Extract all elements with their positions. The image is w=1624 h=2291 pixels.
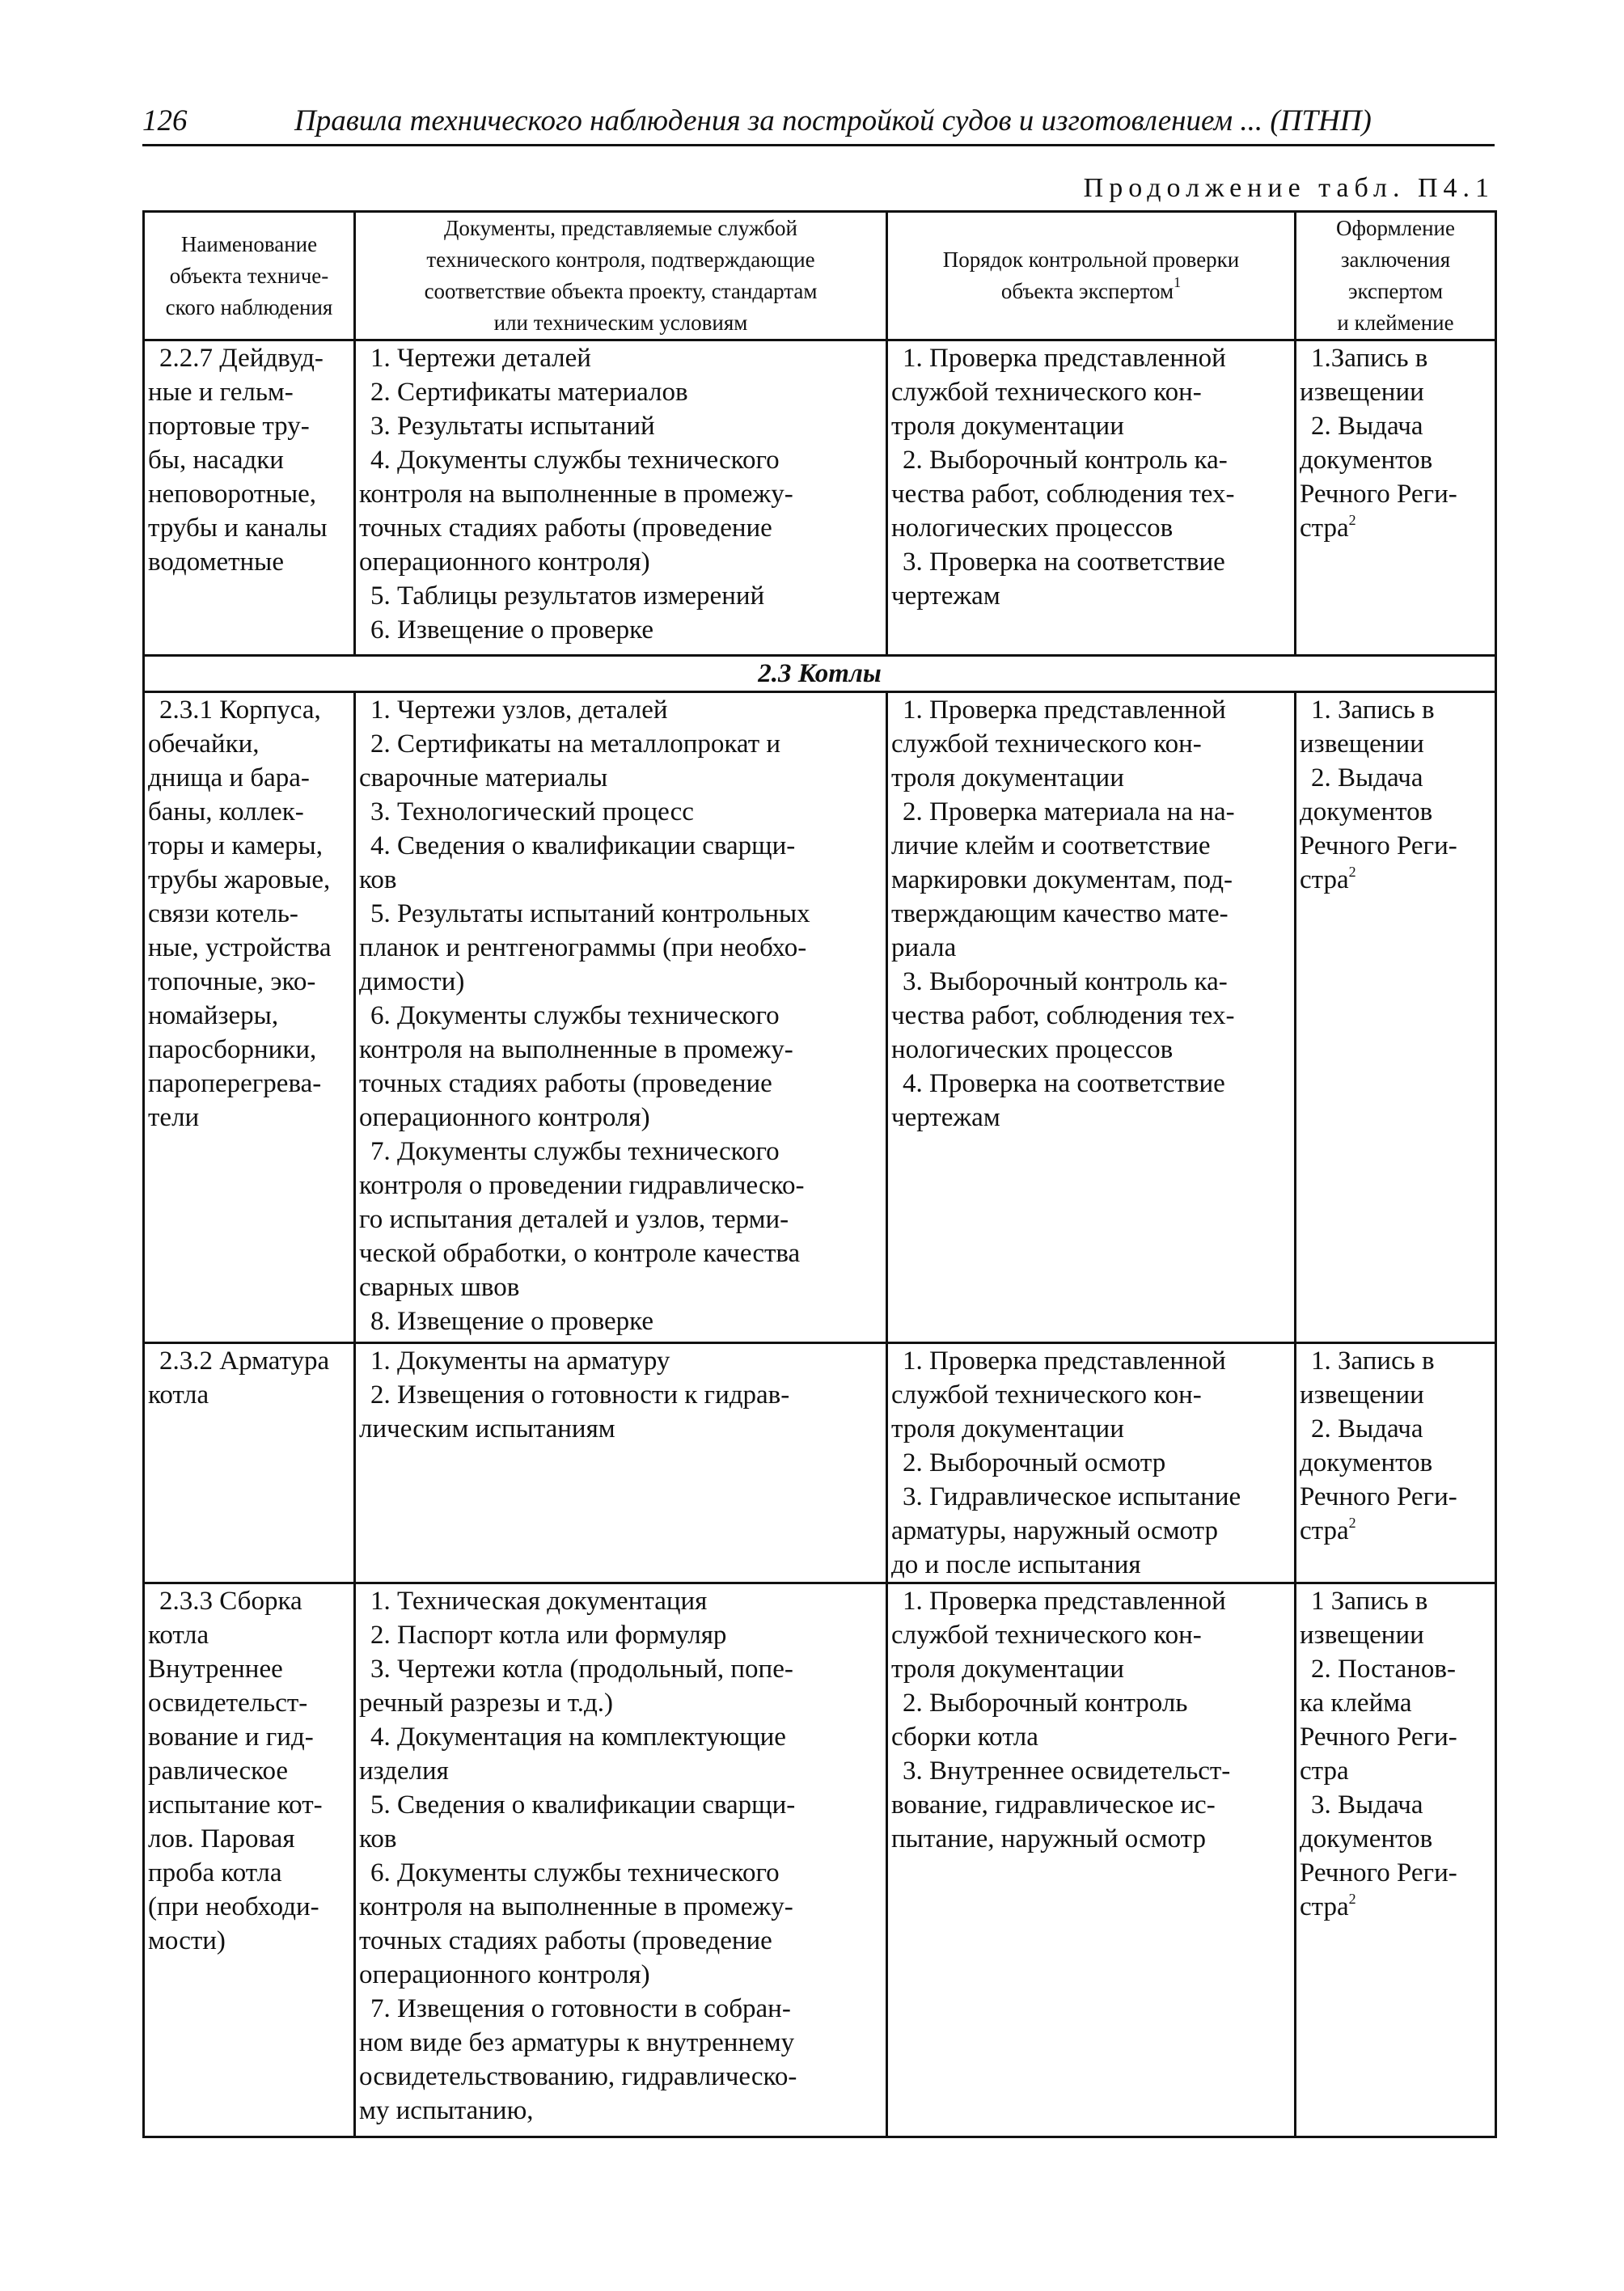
header-documents	[355, 212, 887, 340]
text-line: Наименование	[180, 231, 318, 256]
text-line: 2. Выдача	[1311, 763, 1423, 793]
text-line: освидетельст-	[148, 1689, 308, 1718]
text-line: 2. Извещения о готовности к гидрав-	[370, 1380, 790, 1410]
cell-conclusion	[1296, 1583, 1496, 2137]
text-line: операционного контроля)	[359, 1103, 650, 1132]
header-check-procedure	[887, 212, 1296, 340]
text-line: ков	[359, 865, 397, 894]
text-line: 1. Проверка представленной	[903, 695, 1226, 725]
text-line: 2. Выборочный контроль	[903, 1689, 1188, 1718]
text-line: 2. Выборочный осмотр	[903, 1448, 1166, 1477]
text-line: Речного Реги-	[1300, 1858, 1457, 1887]
text-line: Речного Реги-	[1300, 1722, 1457, 1752]
text-line: связи котель-	[148, 899, 298, 928]
inspection-table	[142, 210, 1497, 2138]
text-line: пароперегрева-	[148, 1069, 322, 1098]
text-line: сборки котла	[891, 1722, 1038, 1752]
text-line: топочные, эко-	[148, 967, 316, 996]
text-line: номайзеры,	[148, 1001, 279, 1030]
text-line: торы и камеры,	[148, 831, 323, 860]
text-line: 5. Сведения о квалификации сварщи-	[370, 1790, 796, 1820]
text-line: баны, коллек-	[148, 797, 304, 826]
text-line: ков	[359, 1824, 397, 1854]
text-line: пытание, наружный осмотр	[891, 1824, 1206, 1854]
footnote-mark: 2	[1348, 512, 1356, 528]
text-line: контроля на выполненные в промежу-	[359, 480, 793, 509]
text-line: ные и гельм-	[148, 378, 294, 407]
text-line: 3. Проверка на соответствие	[903, 547, 1225, 577]
text-line: 1 Запись в	[1311, 1587, 1428, 1616]
text-line: объекта экспертом$^1$	[1000, 274, 1182, 303]
text-line: Внутреннее	[148, 1655, 283, 1684]
cell-object	[144, 692, 355, 1343]
text-line: 7. Документы службы технического	[370, 1137, 780, 1166]
text-line: контроля на выполненные в промежу-	[359, 1035, 793, 1064]
text-line: днища и бара-	[148, 763, 310, 793]
text-line: планок и рентгенограммы (при необхо-	[359, 933, 807, 962]
text-line: трубы жаровые,	[148, 865, 331, 894]
text-line: контроля о проведении гидравлическо-	[359, 1171, 805, 1200]
text-line: Речного Реги-	[1300, 480, 1457, 509]
text-line: извещении	[1300, 378, 1424, 407]
text-line: маркировки документам, под-	[891, 865, 1233, 894]
text-line: троля документации	[891, 1655, 1124, 1684]
text-line: котла	[148, 1621, 209, 1650]
text-line: 1. Проверка представленной	[903, 1587, 1226, 1616]
text-line: и клеймение	[1337, 311, 1454, 335]
text-line: операционного контроля)	[359, 547, 650, 577]
page-number: 126	[142, 104, 188, 137]
text-line: 4. Сведения о квалификации сварщи-	[370, 831, 796, 860]
text-line: лическим испытаниям	[359, 1414, 615, 1443]
text-line: 6. Извещение о проверке	[370, 615, 653, 645]
text-line: го испытания деталей и узлов, терми-	[359, 1205, 789, 1234]
text-line: 3. Технологический процесс	[370, 797, 694, 826]
text-line: 3. Выдача	[1311, 1790, 1423, 1820]
text-line: ка клейма	[1300, 1689, 1412, 1718]
text-line: сварных швов	[359, 1273, 520, 1302]
text-line: 4. Документация на комплектующие	[370, 1722, 786, 1752]
footnote-mark: 2	[1348, 1891, 1356, 1907]
text-line: му испытанию,	[359, 2096, 534, 2125]
text-line: Речного Реги-	[1300, 831, 1457, 860]
text-line: до и после испытания	[891, 1550, 1141, 1579]
cell-object	[144, 1343, 355, 1583]
text-line: 6. Документы службы технического	[370, 1858, 780, 1887]
cell-documents	[355, 692, 887, 1343]
text-line: нологических процессов	[891, 514, 1174, 543]
text-line: чертежам	[891, 1103, 1000, 1132]
text-line: 3. Чертежи котла (продольный, попе-	[370, 1655, 793, 1684]
text-line: 2. Выборочный контроль ка-	[903, 446, 1228, 475]
text-line: 7. Извещения о готовности в собран-	[370, 1994, 791, 2023]
text-line: ского наблюдения	[165, 294, 333, 319]
text-line: 2.2.7 Дейдвуд-	[159, 344, 324, 373]
text-line: 6. Документы службы технического	[370, 1001, 780, 1030]
running-title: Правила технического наблюдения за постройкой судов и изготовлением ... (ПТНП)	[294, 104, 1372, 137]
text-line: ные, устройства	[148, 933, 332, 962]
text-line: чества работ, соблюдения тех-	[891, 1001, 1235, 1030]
section-row	[144, 656, 1496, 692]
text-line: 1. Проверка представленной	[903, 344, 1226, 373]
text-line: вование и гид-	[148, 1722, 314, 1752]
text-line: сварочные материалы	[359, 763, 608, 793]
table-row	[144, 1583, 1496, 2137]
text-line: 5. Таблицы результатов измерений	[370, 581, 765, 611]
text-line: неповоротные,	[148, 480, 317, 509]
table-row	[144, 1343, 1496, 1583]
footnote-mark: 2	[1348, 1515, 1356, 1531]
text-line: изделия	[359, 1756, 449, 1786]
text-line: портовые тру-	[148, 412, 310, 441]
text-line: лов. Паровая	[148, 1824, 295, 1854]
text-line: риала	[891, 933, 957, 962]
cell-conclusion	[1296, 340, 1496, 656]
table-continuation-label: Продолжение табл. П4.1	[1083, 173, 1495, 203]
text-line: речный разрезы и т.д.)	[359, 1689, 613, 1718]
text-line: точных стадиях работы (проведение	[359, 1069, 772, 1098]
text-line: стра$^2$	[1300, 512, 1356, 543]
text-line: точных стадиях работы (проведение	[359, 1926, 772, 1955]
text-line: 1.Запись в	[1311, 344, 1428, 373]
text-line: равлическое	[148, 1756, 289, 1786]
text-line: стра$^2$	[1300, 1515, 1356, 1545]
text-line: 1. Чертежи узлов, деталей	[370, 695, 668, 725]
header-conclusion	[1296, 212, 1496, 340]
text-line: мости)	[148, 1926, 226, 1955]
text-line: тели	[148, 1103, 200, 1132]
text-line: котла	[148, 1380, 209, 1410]
text-line: 3. Гидравлическое испытание	[903, 1482, 1241, 1511]
text-line: 8. Извещение о проверке	[370, 1307, 653, 1336]
text-line: 5. Результаты испытаний контрольных	[370, 899, 810, 928]
text-line: 1. Техническая документация	[370, 1587, 708, 1616]
section-title: 2.3 Котлы	[144, 656, 1496, 692]
text-line: извещении	[1300, 729, 1424, 759]
text-line: службой технического кон-	[891, 1621, 1202, 1650]
cell-object	[144, 340, 355, 656]
cell-conclusion	[1296, 692, 1496, 1343]
text-line: Порядок контрольной проверки	[942, 247, 1240, 272]
text-line: арматуры, наружный осмотр	[891, 1516, 1218, 1545]
text-line: соответствие объекта проекту, стандартам	[424, 279, 818, 303]
text-line: 2.3.2 Арматура	[159, 1346, 330, 1376]
text-line: технического контроля, подтверждающие	[426, 247, 815, 272]
text-line: чертежам	[891, 581, 1000, 611]
text-line: Речного Реги-	[1300, 1482, 1457, 1511]
text-line: троля документации	[891, 1414, 1124, 1443]
footnote-mark: 1	[1174, 274, 1182, 290]
cell-conclusion	[1296, 1343, 1496, 1583]
text-line: точных стадиях работы (проведение	[359, 514, 772, 543]
cell-documents	[355, 1343, 887, 1583]
text-line: 1. Документы на арматуру	[370, 1346, 670, 1376]
text-line: 2. Выдача	[1311, 1414, 1423, 1443]
text-line: ном виде без арматуры к внутреннему	[359, 2028, 795, 2057]
text-line: службой технического кон-	[891, 378, 1202, 407]
cell-check	[887, 340, 1296, 656]
text-line: экспертом	[1347, 279, 1444, 303]
text-line: службой технического кон-	[891, 729, 1202, 759]
text-line: 2.3.1 Корпуса,	[159, 695, 321, 725]
text-line: документов	[1300, 446, 1433, 475]
text-line: стра$^2$	[1300, 864, 1356, 894]
text-line: объекта техниче-	[169, 263, 329, 288]
text-line: 3. Результаты испытаний	[370, 412, 655, 441]
text-line: ческой обработки, о контроле качества	[359, 1239, 801, 1268]
text-line: 2. Сертификаты материалов	[370, 378, 688, 407]
header-object	[144, 212, 355, 340]
text-line: извещении	[1300, 1621, 1424, 1650]
text-line: испытание кот-	[148, 1790, 323, 1820]
text-line: трубы и каналы	[148, 514, 328, 543]
text-line: 3. Выборочный контроль ка-	[903, 967, 1228, 996]
text-line: 3. Внутреннее освидетельст-	[903, 1756, 1231, 1786]
text-line: 1. Проверка представленной	[903, 1346, 1226, 1376]
text-line: 2. Проверка материала на на-	[903, 797, 1235, 826]
text-line: 4. Документы службы технического	[370, 446, 780, 475]
text-line: паросборники,	[148, 1035, 317, 1064]
text-line: документов	[1300, 1824, 1433, 1854]
text-line: (при необходи-	[148, 1892, 319, 1921]
text-line: димости)	[359, 967, 465, 996]
text-line: 1. Запись в	[1311, 695, 1435, 725]
text-line: 1. Чертежи деталей	[370, 344, 591, 373]
text-line: 2.3.3 Сборка	[159, 1587, 302, 1616]
text-line: личие клейм и соответствие	[891, 831, 1211, 860]
text-line: 4. Проверка на соответствие	[903, 1069, 1225, 1098]
cell-check	[887, 1343, 1296, 1583]
text-line: Оформление	[1335, 216, 1455, 240]
running-head	[142, 104, 1495, 146]
text-line: 2. Постанов-	[1311, 1655, 1457, 1684]
cell-documents	[355, 1583, 887, 2137]
text-line: тверждающим качество мате-	[891, 899, 1229, 928]
cell-check	[887, 692, 1296, 1343]
text-line: заключения	[1340, 247, 1451, 272]
text-line: нологических процессов	[891, 1035, 1174, 1064]
text-line: проба котла	[148, 1858, 282, 1887]
cell-check	[887, 1583, 1296, 2137]
text-line: бы, насадки	[148, 446, 284, 475]
text-line: документов	[1300, 797, 1433, 826]
text-line: стра	[1300, 1756, 1349, 1786]
text-line: 2. Паспорт котла или формуляр	[370, 1621, 727, 1650]
text-line: обечайки,	[148, 729, 260, 759]
cell-documents	[355, 340, 887, 656]
text-line: стра$^2$	[1300, 1891, 1356, 1921]
text-line: 2. Сертификаты на металлопрокат и	[370, 729, 781, 759]
table-header-row	[144, 212, 1496, 340]
text-line: вование, гидравлическое ис-	[891, 1790, 1216, 1820]
text-line: Документы, представляемые службой	[444, 216, 797, 240]
text-line: или техническим условиям	[493, 311, 748, 335]
table-row	[144, 692, 1496, 1343]
text-line: чества работ, соблюдения тех-	[891, 480, 1235, 509]
text-line: освидетельствованию, гидравлическо-	[359, 2062, 797, 2091]
text-line: 2. Выдача	[1311, 412, 1423, 441]
text-line: операционного контроля)	[359, 1960, 650, 1989]
text-line: документов	[1300, 1448, 1433, 1477]
text-line: троля документации	[891, 763, 1124, 793]
table-row	[144, 340, 1496, 656]
text-line: 1. Запись в	[1311, 1346, 1435, 1376]
text-line: контроля на выполненные в промежу-	[359, 1892, 793, 1921]
text-line: троля документации	[891, 412, 1124, 441]
footnote-mark: 2	[1348, 864, 1356, 880]
text-line: водометные	[148, 547, 284, 577]
cell-object	[144, 1583, 355, 2137]
text-line: извещении	[1300, 1380, 1424, 1410]
text-line: службой технического кон-	[891, 1380, 1202, 1410]
